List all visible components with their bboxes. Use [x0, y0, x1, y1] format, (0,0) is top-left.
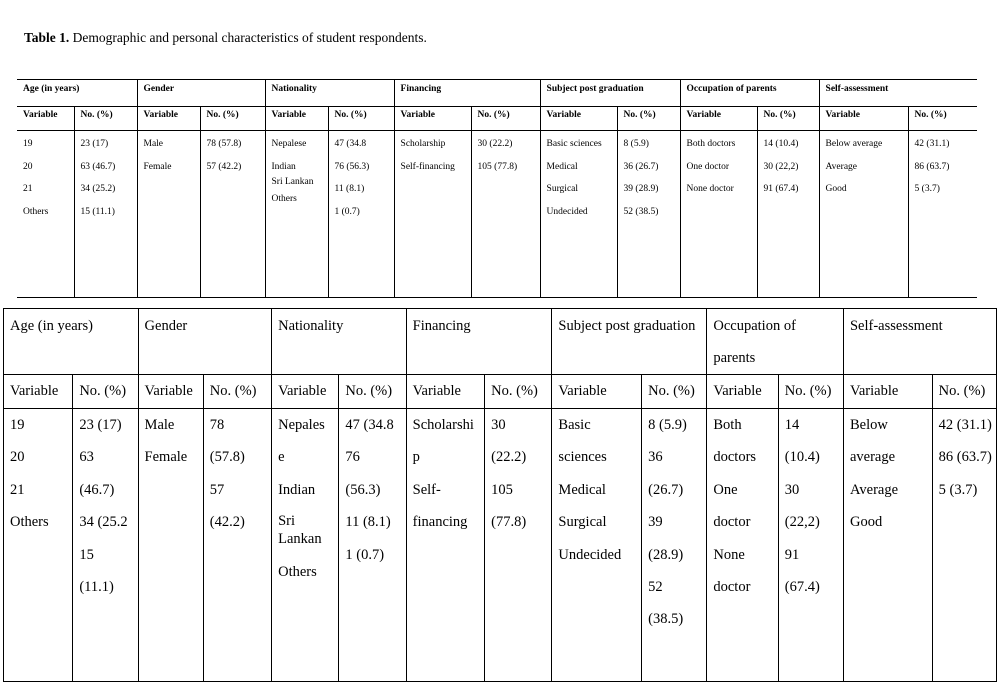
cell-text: (26.7)	[648, 481, 684, 498]
cell-text: Below	[849, 417, 888, 433]
variable-header: Variable	[17, 107, 74, 131]
cell-text: Self-	[412, 481, 441, 498]
cell-text: Nepalese	[271, 139, 307, 149]
variable-header: Variable	[843, 375, 932, 409]
variable-header: Variable	[406, 375, 484, 409]
variable-header: Variable	[272, 375, 339, 409]
sub-header-row	[4, 375, 997, 409]
cell-text: Indian	[271, 161, 296, 172]
financing-values	[485, 409, 552, 682]
self-assessment-values	[908, 131, 977, 298]
group-header: Gender	[137, 80, 265, 107]
variable-header: Variable	[680, 107, 757, 131]
cell-text: One doctor	[686, 161, 730, 172]
financing-variables	[394, 131, 471, 298]
cell-text: 34 (25.2)	[80, 184, 116, 194]
gender-variables	[138, 409, 203, 682]
variable-header: Variable	[137, 107, 200, 131]
cell-text: (28.9)	[648, 546, 684, 563]
cell-text: Medical	[546, 161, 578, 172]
cell-text: 36 (26.7)	[623, 161, 659, 172]
cell-text: Undecided	[546, 206, 588, 217]
cell-text: Lankan	[278, 531, 322, 548]
group-header	[843, 309, 996, 375]
cell-text: Below average	[825, 139, 883, 149]
subject-values	[617, 131, 680, 298]
cell-text: 23 (17)	[80, 139, 109, 149]
cell-text: doctor	[713, 579, 751, 596]
self-assessment-variables	[843, 409, 932, 682]
self-assessment-values	[932, 409, 996, 682]
table-2-large	[3, 308, 997, 682]
gender-values	[203, 409, 271, 682]
header-text: Financing	[412, 318, 471, 334]
cell-text: 76 (56.3)	[334, 161, 370, 172]
occupation-variables	[707, 409, 778, 682]
cell-text: Average	[825, 161, 857, 172]
cell-text: 63 (46.7)	[80, 161, 116, 172]
cell-text: 78 (57.8)	[206, 139, 242, 149]
group-header: Financing	[394, 80, 540, 107]
cell-text: 5 (3.7)	[914, 184, 940, 194]
cell-text: 19	[23, 139, 33, 149]
cell-text: None doctor	[686, 184, 734, 194]
header-text: parents	[713, 350, 756, 366]
cell-text: 15	[79, 546, 94, 563]
header-text: Subject post graduation	[558, 318, 696, 334]
cell-text: Surgical	[546, 184, 579, 194]
cell-text: 91 (67.4)	[763, 184, 799, 194]
cell-text: Female	[144, 449, 188, 466]
variable-header: Variable	[4, 375, 73, 409]
cell-text: (46.7)	[79, 481, 115, 498]
cell-text: Medical	[558, 481, 606, 498]
cell-text: 21	[23, 184, 33, 194]
subject-variables	[540, 131, 617, 298]
cell-text: 21	[10, 481, 25, 498]
cell-text: 52 (38.5)	[623, 206, 659, 217]
cell-text: 19	[10, 417, 25, 433]
cell-text: (77.8)	[491, 514, 527, 531]
financing-values	[471, 131, 540, 298]
no-pct-header: No. (%)	[200, 107, 265, 131]
sub-header-row	[17, 107, 977, 131]
cell-text: (10.4)	[784, 449, 820, 466]
age-values	[73, 409, 138, 682]
caption-label: Table 1.	[24, 30, 70, 45]
age-variables	[4, 409, 73, 682]
no-pct-header: No. (%)	[74, 107, 137, 131]
cell-text: financing	[412, 514, 468, 531]
cell-text: p	[412, 449, 420, 466]
variable-header: Variable	[819, 107, 908, 131]
group-header: Subject post graduation	[540, 80, 680, 107]
cell-text: Self-financing	[400, 161, 455, 172]
cell-text: (67.4)	[784, 579, 820, 596]
cell-text: 39	[648, 514, 663, 531]
cell-text: 36	[648, 449, 663, 466]
variable-header: Variable	[138, 375, 203, 409]
nationality-variables	[265, 131, 328, 298]
cell-text: (57.8)	[209, 449, 245, 466]
cell-text: 30	[784, 481, 800, 498]
cell-text: Others	[271, 194, 297, 204]
cell-text: Both doctors	[686, 139, 736, 149]
header-text: Self-assessment	[849, 318, 943, 334]
cell-text: Female	[143, 161, 172, 172]
cell-text: Undecided	[558, 546, 622, 563]
cell-text: 1 (0.7)	[334, 206, 360, 217]
table-1-compact	[17, 79, 977, 298]
gender-variables	[137, 131, 200, 298]
no-pct-header: No. (%)	[642, 375, 707, 409]
cell-text: 86 (63.7)	[914, 161, 950, 172]
cell-text: Scholarship	[400, 139, 446, 149]
nationality-values	[339, 409, 406, 682]
occupation-values	[778, 409, 843, 682]
self-assessment-variables	[819, 131, 908, 298]
cell-text: None	[713, 546, 745, 563]
cell-text: 91	[784, 546, 800, 563]
financing-variables	[406, 409, 484, 682]
cell-text: Sri Lankan	[271, 177, 314, 187]
cell-text: 57	[209, 481, 225, 498]
cell-text: 105 (77.8)	[477, 161, 518, 172]
header-text: Age (in years)	[10, 318, 93, 334]
age-values	[74, 131, 137, 298]
cell-text: doctors	[713, 449, 757, 466]
cell-text: Good	[849, 514, 883, 531]
cell-text: 8 (5.9)	[648, 417, 687, 433]
cell-text: 20	[23, 161, 33, 172]
cell-text: (42.2)	[209, 514, 245, 531]
cell-text: Nepales	[278, 417, 325, 433]
no-pct-header: No. (%)	[485, 375, 552, 409]
cell-text: Others	[23, 206, 49, 217]
cell-text: 11 (8.1)	[345, 514, 391, 531]
group-header: Nationality	[265, 80, 394, 107]
gender-values	[200, 131, 265, 298]
caption-text: Demographic and personal characteristics of student respondents.	[72, 30, 427, 45]
cell-text: One	[713, 481, 738, 498]
cell-text: 23 (17)	[79, 417, 122, 433]
no-pct-header: No. (%)	[73, 375, 138, 409]
variable-header: Variable	[265, 107, 328, 131]
occupation-values	[757, 131, 819, 298]
no-pct-header: No. (%)	[471, 107, 540, 131]
cell-text: 47 (34.8	[334, 139, 367, 149]
cell-text: Both	[713, 417, 742, 433]
cell-text: doctor	[713, 514, 751, 531]
cell-text: 30	[491, 417, 506, 433]
cell-text: 76	[345, 449, 360, 466]
cell-text: (38.5)	[648, 611, 684, 628]
header-text: Occupation of	[713, 318, 796, 334]
cell-text: (11.1)	[79, 579, 114, 596]
cell-text: Basic sciences	[546, 139, 602, 149]
variable-header: Variable	[707, 375, 778, 409]
no-pct-header: No. (%)	[617, 107, 680, 131]
cell-text: Male	[143, 139, 164, 149]
group-header	[4, 309, 139, 375]
table-row	[17, 131, 977, 298]
variable-header: Variable	[394, 107, 471, 131]
cell-text: 30 (22,2)	[763, 161, 799, 172]
cell-text: 11 (8.1)	[334, 184, 365, 194]
age-variables	[17, 131, 74, 298]
no-pct-header: No. (%)	[757, 107, 819, 131]
group-header	[707, 309, 844, 375]
cell-text: Surgical	[558, 514, 607, 531]
cell-text: Good	[825, 184, 847, 194]
no-pct-header: No. (%)	[778, 375, 843, 409]
table-caption	[24, 30, 427, 46]
no-pct-header: No. (%)	[203, 375, 271, 409]
header-text: Nationality	[278, 318, 344, 334]
cell-text: Average	[849, 481, 899, 498]
cell-text: 15 (11.1)	[80, 206, 115, 217]
cell-text: 39 (28.9)	[623, 184, 659, 194]
cell-text: 5 (3.7)	[938, 481, 978, 498]
cell-text: 47 (34.8	[345, 417, 394, 433]
cell-text: (22.2)	[491, 449, 527, 466]
group-header: Self-assessment	[819, 80, 977, 107]
cell-text: Basic	[558, 417, 591, 433]
cell-text: 34 (25.2	[79, 514, 128, 531]
group-header-row	[17, 80, 977, 107]
no-pct-header: No. (%)	[908, 107, 977, 131]
cell-text: 20	[10, 449, 25, 466]
cell-text: 14	[784, 417, 800, 433]
cell-text: Sri	[278, 513, 296, 530]
subject-variables	[552, 409, 642, 682]
cell-text: 86 (63.7)	[938, 449, 992, 466]
cell-text: Indian	[278, 481, 316, 498]
variable-header: Variable	[540, 107, 617, 131]
cell-text: 42 (31.1)	[914, 139, 950, 149]
nationality-variables	[272, 409, 339, 682]
cell-text: 42 (31.1)	[938, 417, 992, 433]
cell-text: 14 (10.4)	[763, 139, 799, 149]
sri-lankan-cell	[278, 512, 338, 548]
cell-text: 105	[491, 481, 513, 498]
occupation-variables	[680, 131, 757, 298]
no-pct-header: No. (%)	[339, 375, 406, 409]
group-header: Occupation of parents	[680, 80, 819, 107]
cell-text: 52	[648, 579, 663, 596]
cell-text: 78	[209, 417, 225, 433]
variable-header: Variable	[552, 375, 642, 409]
cell-text: (22,2)	[784, 514, 820, 531]
group-header: Age (in years)	[17, 80, 137, 107]
cell-text: 1 (0.7)	[345, 546, 385, 563]
group-header	[552, 309, 707, 375]
cell-text: 57 (42.2)	[206, 161, 242, 172]
subject-values	[642, 409, 707, 682]
group-header-row	[4, 309, 997, 375]
nationality-values	[328, 131, 394, 298]
cell-text: Others	[10, 514, 49, 531]
cell-text: (56.3)	[345, 481, 381, 498]
cell-text: 63	[79, 449, 94, 466]
group-header	[138, 309, 272, 375]
no-pct-header: No. (%)	[932, 375, 996, 409]
header-text: Gender	[144, 318, 188, 334]
group-header	[272, 309, 407, 375]
cell-text: Others	[278, 564, 317, 581]
cell-text: 30 (22.2)	[477, 139, 513, 149]
table-row	[4, 409, 997, 682]
cell-text: 8 (5.9)	[623, 139, 649, 149]
no-pct-header: No. (%)	[328, 107, 394, 131]
cell-text: average	[849, 449, 896, 466]
cell-text: Scholarshi	[412, 417, 474, 433]
cell-text: Male	[144, 417, 175, 433]
cell-text: sciences	[558, 449, 607, 466]
cell-text: e	[278, 449, 285, 466]
group-header	[406, 309, 552, 375]
